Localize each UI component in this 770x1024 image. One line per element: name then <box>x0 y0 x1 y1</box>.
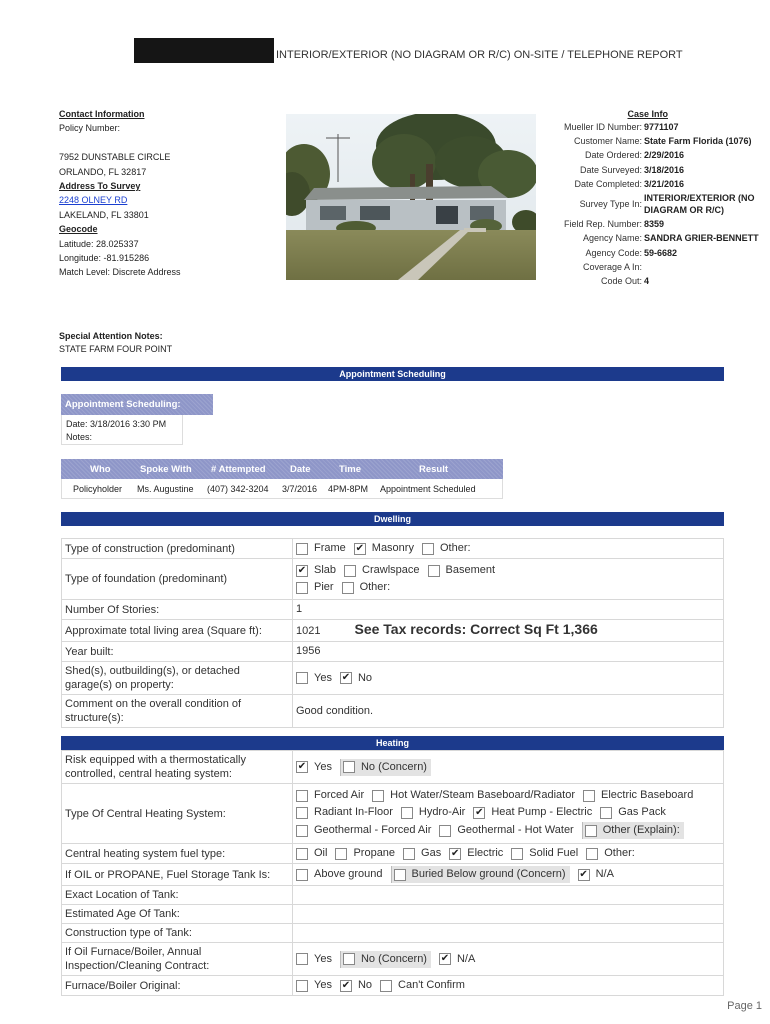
dwelling-bar: Dwelling <box>61 512 724 526</box>
checkbox-icon[interactable] <box>335 848 347 860</box>
heating-type-options-3 <box>296 822 720 839</box>
option-other[interactable] <box>422 541 471 556</box>
checkbox-icon[interactable] <box>342 582 354 594</box>
case-info-row: Date Ordered: 2/29/2016 <box>584 150 685 161</box>
option-oil[interactable] <box>296 846 327 861</box>
case-info-row: Agency Code: 59-6682 <box>585 247 678 258</box>
option-label: Electric Baseboard <box>601 789 694 801</box>
option-no[interactable] <box>340 671 372 686</box>
option-other-explain[interactable] <box>582 822 684 839</box>
option-label: Slab <box>314 564 337 576</box>
option-label: No (Concern) <box>360 952 427 965</box>
option-no[interactable] <box>340 978 372 993</box>
heating-type-options <box>296 788 720 803</box>
table-row <box>62 662 724 695</box>
latitude: Latitude: 28.025337 <box>59 238 139 249</box>
property-photo <box>286 114 536 280</box>
tax-records-note: See Tax records: Correct Sq Ft 1,366 <box>354 621 598 637</box>
mailing-address-line1: 7952 DUNSTABLE CIRCLE <box>59 152 171 163</box>
option-label: Yes <box>314 671 332 684</box>
table-row <box>62 924 724 943</box>
report-title: INTERIOR/EXTERIOR (NO DIAGRAM OR R/C) ON-SITE / TELEPHONE REPORT <box>276 49 683 61</box>
option-label: Crawlspace <box>362 564 420 576</box>
option-other[interactable] <box>342 580 391 595</box>
case-info-row: Customer Name: State Farm Florida (1076) <box>573 136 752 147</box>
option-hot-water-steam-baseboard-radiator[interactable] <box>372 788 575 803</box>
option-pier[interactable] <box>296 580 334 595</box>
table-row <box>62 943 724 976</box>
table-row <box>62 600 724 620</box>
cell-result: Appointment Scheduled <box>380 484 476 494</box>
appointment-box-heading: Appointment Scheduling: <box>61 394 213 415</box>
stories-answer: 1 <box>293 600 724 620</box>
table-row <box>62 642 724 662</box>
mailing-address-line2: ORLANDO, FL 32817 <box>59 166 147 177</box>
inspection-question: If Oil Furnace/Boiler, Annual Inspection/Cleaning Contract: <box>62 943 293 976</box>
option-label: N/A <box>595 868 614 880</box>
checkbox-checked-icon[interactable]: ✔ <box>355 542 364 554</box>
checkbox-checked-icon[interactable]: ✔ <box>475 806 484 818</box>
option-can-t-confirm[interactable] <box>380 978 465 993</box>
thermostat-question: Risk equipped with a thermostatically controlled, central heating system: <box>62 751 293 784</box>
option-label: Buried Below ground (Concern) <box>411 868 566 880</box>
heating-table <box>61 750 724 996</box>
checkbox-icon[interactable] <box>394 869 406 881</box>
option-slab[interactable] <box>296 563 336 578</box>
geocode-heading: Geocode <box>59 224 98 235</box>
option-label: Yes <box>314 979 332 991</box>
longitude: Longitude: -81.915286 <box>59 253 150 264</box>
option-label: Heat Pump - Electric <box>491 806 593 818</box>
checkbox-icon[interactable] <box>439 825 451 837</box>
tank-question: If OIL or PROPANE, Fuel Storage Tank Is: <box>62 864 293 886</box>
tank-age-question: Estimated Age Of Tank: <box>62 905 293 924</box>
checkbox-icon[interactable] <box>583 790 595 802</box>
checkbox-icon[interactable] <box>296 825 308 837</box>
option-label: Other (Explain): <box>602 824 680 836</box>
checkbox-icon[interactable] <box>511 848 523 860</box>
checkbox-checked-icon[interactable]: ✔ <box>440 953 450 964</box>
fuel-type-question: Central heating system fuel type: <box>62 844 293 864</box>
checkbox-icon[interactable] <box>344 565 356 577</box>
table-row <box>62 559 724 600</box>
case-info-row: Coverage A In: <box>582 261 642 272</box>
option-label: Pier <box>314 581 334 593</box>
year-built-question: Year built: <box>62 642 293 662</box>
option-label: Other: <box>359 581 391 593</box>
table-row <box>62 539 724 559</box>
special-notes-heading: Special Attention Notes: <box>59 331 163 341</box>
checkbox-icon[interactable] <box>296 807 308 819</box>
option-label: Electric <box>467 847 504 859</box>
option-label: Other: <box>439 542 471 554</box>
checkbox-icon[interactable] <box>296 790 308 802</box>
checkbox-checked-icon[interactable]: ✔ <box>297 564 307 576</box>
foundation-options <box>296 563 720 578</box>
year-built-answer: 1956 <box>293 642 724 662</box>
case-info-row: Code Out: 4 <box>600 275 650 286</box>
checkbox-icon[interactable] <box>586 848 598 860</box>
survey-address-link[interactable]: 2248 OLNEY RD <box>59 195 128 206</box>
appointment-scheduling-bar: Appointment Scheduling <box>61 367 724 381</box>
case-info-row: Date Completed: 3/21/2016 <box>574 178 685 189</box>
table-row <box>62 620 724 642</box>
page-number: Page 1 <box>727 1000 762 1012</box>
option-label: Other: <box>604 847 635 859</box>
checkbox-checked-icon[interactable]: ✔ <box>341 979 351 991</box>
checkbox-icon[interactable] <box>372 790 384 802</box>
cell-spoke-with: Ms. Augustine <box>137 484 194 494</box>
checkbox-icon[interactable] <box>296 869 308 881</box>
option-label: Gas Pack <box>618 806 666 818</box>
living-area-answer: 1021 <box>296 625 321 637</box>
table-row <box>62 784 724 844</box>
checkbox-icon[interactable] <box>296 582 308 594</box>
option-label: Radiant In-Floor <box>314 806 393 818</box>
checkbox-icon[interactable] <box>296 953 308 965</box>
case-info-row: Field Rep. Number: 8359 <box>563 219 665 230</box>
checkbox-icon[interactable] <box>296 848 308 860</box>
foundation-options-2 <box>296 580 720 595</box>
option-yes[interactable] <box>296 760 332 775</box>
col-spoke-with: Spoke With <box>140 464 192 475</box>
checkbox-icon[interactable] <box>600 807 612 819</box>
col-result: Result <box>419 464 449 475</box>
checkbox-icon[interactable] <box>296 672 308 684</box>
dwelling-table <box>61 538 724 728</box>
option-label: Basement <box>445 564 496 576</box>
option-label: Oil <box>314 847 328 859</box>
schedule-table-header <box>61 459 503 479</box>
option-n-a[interactable] <box>439 952 475 967</box>
option-geothermal-forced-air[interactable] <box>296 823 431 838</box>
option-gas[interactable] <box>403 846 441 861</box>
option-label: Hydro-Air <box>418 806 466 818</box>
option-yes[interactable] <box>296 671 332 686</box>
option-electric[interactable] <box>449 846 503 861</box>
option-radiant-in-floor[interactable] <box>296 805 393 820</box>
tank-options <box>296 866 720 883</box>
case-info-row: Mueller ID Number: 9771107 <box>563 122 679 132</box>
option-crawlspace[interactable] <box>344 563 419 578</box>
checkbox-icon[interactable] <box>343 761 355 773</box>
option-frame[interactable] <box>296 541 346 556</box>
option-solid-fuel[interactable] <box>511 846 578 861</box>
option-no-concern[interactable] <box>340 759 431 776</box>
foundation-question: Type of foundation (predominant) <box>62 559 293 600</box>
option-label: Geothermal - Forced Air <box>314 824 432 836</box>
option-label: Yes <box>314 952 332 965</box>
special-notes-text: STATE FARM FOUR POINT <box>59 344 173 354</box>
option-n-a[interactable] <box>578 867 614 882</box>
cell-time: 4PM-8PM <box>328 484 369 494</box>
option-label: No (Concern) <box>360 760 427 773</box>
condition-answer: Good condition. <box>293 695 724 728</box>
checkbox-checked-icon[interactable]: ✔ <box>341 672 351 683</box>
appointment-notes: Notes: <box>66 432 93 442</box>
option-forced-air[interactable] <box>296 788 364 803</box>
option-label: N/A <box>456 952 476 965</box>
option-above-ground[interactable] <box>296 867 383 882</box>
checkbox-icon[interactable] <box>343 953 355 965</box>
checkbox-icon[interactable] <box>428 565 440 577</box>
option-label: No <box>357 979 373 991</box>
option-yes[interactable] <box>296 978 332 993</box>
table-row <box>62 905 724 924</box>
table-row <box>61 479 503 499</box>
checkbox-checked-icon[interactable]: ✔ <box>579 868 588 880</box>
tank-construction-answer <box>293 924 724 943</box>
table-row <box>62 886 724 905</box>
construction-question: Type of construction (predominant) <box>62 539 293 559</box>
living-area-question: Approximate total living area (Square ft): <box>62 620 293 642</box>
option-label: Frame <box>314 542 346 554</box>
tank-construction-question: Construction type of Tank: <box>62 924 293 943</box>
address-to-survey-heading: Address To Survey <box>59 181 141 192</box>
stories-question: Number Of Stories: <box>62 600 293 620</box>
case-info-row: Survey Type In: INTERIOR/EXTERIOR (NO DIAGRAM OR R/C) <box>579 192 755 215</box>
appointment-date: Date: 3/18/2016 3:30 PM <box>66 419 167 429</box>
checkbox-checked-icon[interactable]: ✔ <box>297 761 307 772</box>
col-date: Date <box>290 464 311 475</box>
col-who: Who <box>90 464 111 475</box>
thermostat-options <box>296 759 720 776</box>
appointment-box <box>61 415 183 445</box>
checkbox-icon[interactable] <box>403 848 415 860</box>
option-heat-pump-electric[interactable] <box>473 805 592 820</box>
option-other[interactable] <box>586 846 635 861</box>
option-label: No <box>357 671 373 684</box>
checkbox-icon[interactable] <box>380 980 392 992</box>
construction-options <box>296 541 720 556</box>
option-electric-baseboard[interactable] <box>583 788 693 803</box>
col-attempted: # Attempted <box>211 464 266 475</box>
cell-who: Policyholder <box>73 484 123 494</box>
option-yes[interactable] <box>296 952 332 967</box>
cell-attempted: (407) 342-3204 <box>207 484 269 494</box>
option-label: Geothermal - Hot Water <box>457 824 574 836</box>
option-masonry[interactable] <box>354 541 414 556</box>
heating-type-question: Type Of Central Heating System: <box>62 784 293 844</box>
tank-location-answer <box>293 886 724 905</box>
checkbox-icon[interactable] <box>401 807 413 819</box>
tank-location-question: Exact Location of Tank: <box>62 886 293 905</box>
inspection-options <box>296 951 720 968</box>
table-row <box>62 844 724 864</box>
option-label: Can't Confirm <box>398 979 465 991</box>
contact-heading: Contact Information <box>59 109 145 119</box>
survey-address-line2: LAKELAND, FL 33801 <box>59 209 149 220</box>
tank-age-answer <box>293 905 724 924</box>
checkbox-checked-icon[interactable]: ✔ <box>451 847 460 859</box>
match-level: Match Level: Discrete Address <box>59 267 181 278</box>
option-basement[interactable] <box>428 563 496 578</box>
case-info-heading: Case Info <box>627 109 668 119</box>
furnace-original-question: Furnace/Boiler Original: <box>62 976 293 996</box>
table-row <box>62 976 724 996</box>
cell-date: 3/7/2016 <box>282 484 318 494</box>
option-geothermal-hot-water[interactable] <box>439 823 573 838</box>
option-label: Masonry <box>371 542 414 554</box>
option-label: Yes <box>314 760 332 773</box>
fuel-type-options <box>296 846 720 861</box>
option-hydro-air[interactable] <box>401 805 465 820</box>
case-info-row: Agency Name: SANDRA GRIER-BENNETT <box>582 233 759 244</box>
option-label: Solid Fuel <box>529 847 579 859</box>
option-buried-below-ground-concern[interactable] <box>391 866 570 883</box>
contact-information <box>59 107 274 280</box>
shed-options <box>296 671 720 686</box>
heating-bar: Heating <box>61 736 724 750</box>
col-time: Time <box>339 464 362 475</box>
option-label: Forced Air <box>314 789 365 801</box>
checkbox-icon[interactable] <box>296 543 308 555</box>
option-label: Gas <box>421 847 442 859</box>
option-gas-pack[interactable] <box>600 805 666 820</box>
condition-question: Comment on the overall condition of structure(s): <box>62 695 293 728</box>
option-label: Above ground <box>314 868 383 880</box>
heating-type-options-2 <box>296 805 720 820</box>
case-info <box>540 107 770 289</box>
special-attention-notes <box>59 330 172 356</box>
option-label: Propane <box>353 847 396 859</box>
table-row <box>62 695 724 728</box>
policy-number-label: Policy Number: <box>59 123 121 134</box>
option-label: Hot Water/Steam Baseboard/Radiator <box>390 789 575 801</box>
checkbox-icon[interactable] <box>296 980 308 992</box>
case-info-row: Date Surveyed: 3/18/2016 <box>579 164 685 175</box>
checkbox-icon[interactable] <box>422 543 434 555</box>
table-row <box>62 751 724 784</box>
option-no-concern[interactable] <box>340 951 431 968</box>
shed-question: Shed(s), outbuilding(s), or detached garage(s) on property: <box>62 662 293 695</box>
table-row <box>62 864 724 886</box>
option-propane[interactable] <box>335 846 395 861</box>
checkbox-icon[interactable] <box>585 825 597 837</box>
redacted-block <box>134 38 274 63</box>
furnace-original-options <box>296 978 720 993</box>
